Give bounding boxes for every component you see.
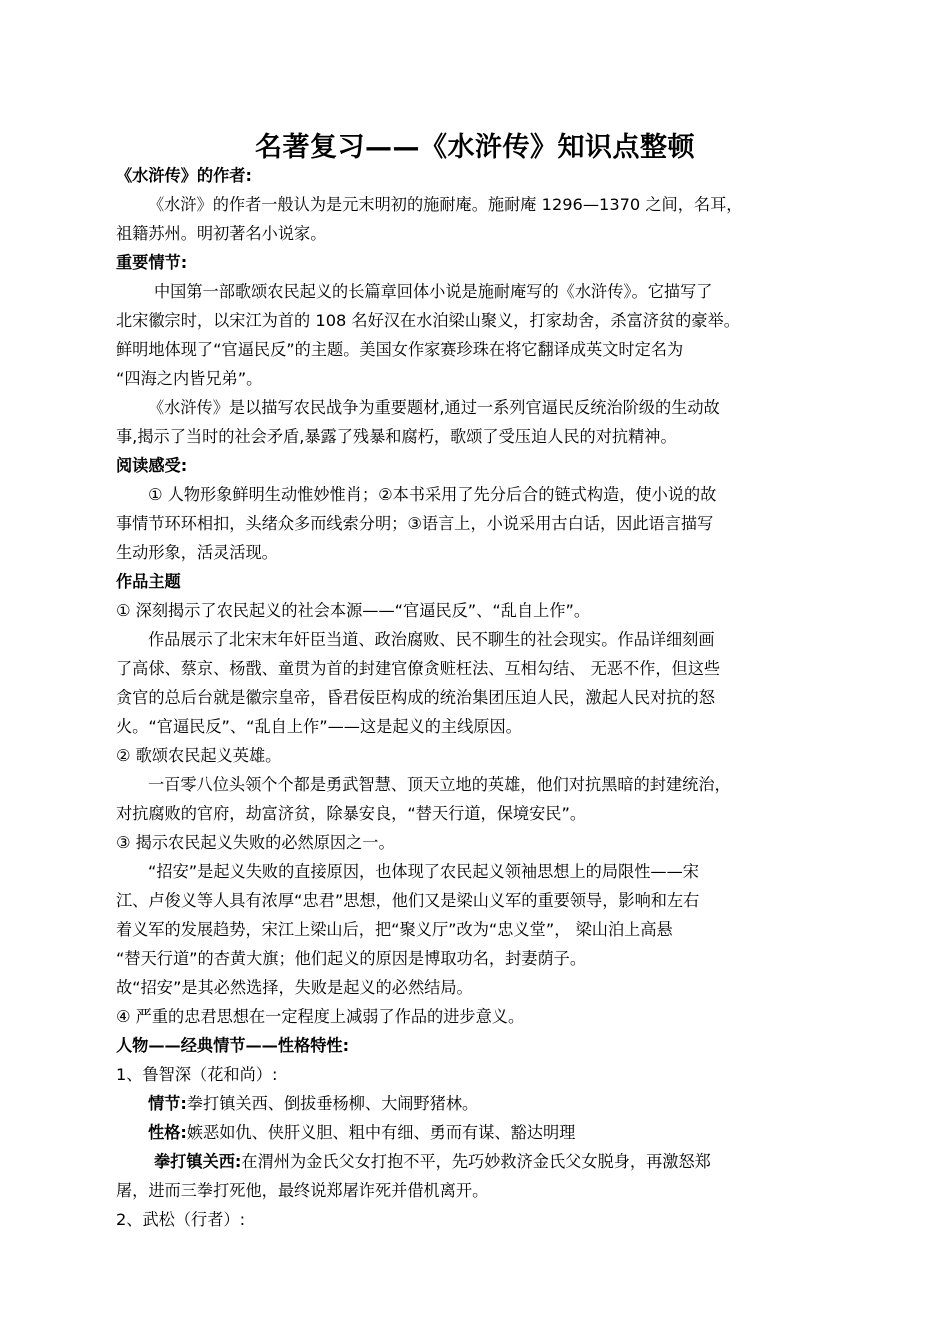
story-text: 在渭州为金氏父女打抱不平，先巧妙救济金氏父女脱身，再激怒郑 (241, 1152, 711, 1171)
paragraph-line: 生动形象，活灵活现。 (116, 543, 278, 562)
trait-label: 性格: (148, 1123, 187, 1142)
paragraph-line: 祖籍苏州。明初著名小说家。 (116, 224, 327, 243)
paragraph-line: 一百零八位头领个个都是勇武智慧、顶天立地的英雄，他们对抗黑暗的封建统治， (148, 775, 731, 794)
character-story (154, 1150, 862, 1174)
section-heading-author: 《水浒传》的作者: (116, 166, 252, 185)
character-trait (148, 1121, 856, 1145)
trait-text: 嫉恶如仇、侠肝义胆、粗中有细、勇而有谋、豁达明理 (186, 1123, 576, 1142)
paragraph-line: 了高俅、蔡京、杨戬、童贯为首的封建官僚贪赃枉法、互相勾结、 无恶不作，但这些 (116, 659, 721, 678)
paragraph-line: 《水浒》的作者一般认为是元末明初的施耐庵。施耐庵 1296—1370 之间，名耳， (148, 195, 743, 214)
paragraph-line: 《水浒传》是以描写农民战争为重要题材,通过一系列官逼民反统治阶级的生动故 (148, 398, 720, 417)
paragraph-line: 作品展示了北宋末年奸臣当道、政治腐败、民不聊生的社会现实。作品详细刻画 (148, 630, 715, 649)
character-name: 2、武松（行者）: (116, 1210, 246, 1229)
paragraph-line: “招安”是起义失败的直接原因，也体现了农民起义领袖思想上的局限性——宋 (148, 862, 699, 881)
paragraph-line: 着义军的发展趋势，宋江上梁山后，把“聚义厅”改为“忠义堂”， 梁山泊上高悬 (116, 920, 673, 939)
paragraph-line: ④ 严重的忠君思想在一定程度上减弱了作品的进步意义。 (116, 1007, 525, 1026)
paragraph-line: 对抗腐败的官府，劫富济贫，除暴安良，“替天行道，保境安民”。 (116, 804, 587, 823)
paragraph-line: 贪官的总后台就是徽宗皇帝，昏君佞臣构成的统治集团压迫人民，激起人民对抗的怒 (116, 688, 715, 707)
paragraph-line: 中国第一部歌颂农民起义的长篇章回体小说是施耐庵写的《水浒传》。它描写了 (154, 282, 713, 301)
section-heading-theme: 作品主题 (116, 572, 181, 591)
paragraph-line: “替天行道”的杏黄大旗；他们起义的原因是博取功名，封妻荫子。 (116, 949, 587, 968)
paragraph-line: 火。“官逼民反”、“乱自上作”——这是起义的主线原因。 (116, 717, 522, 736)
section-heading-plot: 重要情节: (116, 253, 188, 272)
paragraph-line: 事,揭示了当时的社会矛盾,暴露了残暴和腐朽，歌颂了受压迫人民的对抗精神。 (116, 427, 677, 446)
paragraph-line: ② 歌颂农民起义英雄。 (116, 746, 282, 765)
plot-text: 拳打镇关西、倒拔垂杨柳、大闹野猪林。 (186, 1094, 479, 1113)
plot-label: 情节: (148, 1094, 187, 1113)
paragraph-line: 屠，进而三拳打死他，最终说郑屠诈死并借机离开。 (116, 1181, 489, 1200)
paragraph-line: 故“招安”是其必然选择，失败是起义的必然结局。 (116, 978, 473, 997)
page-title: 名著复习——《水浒传》知识点整顿 (255, 132, 695, 163)
section-heading-reading: 阅读感受: (116, 456, 188, 475)
section-heading-characters: 人物——经典情节——性格特性: (116, 1036, 350, 1055)
paragraph-line: ① 人物形象鲜明生动惟妙惟肖；②本书采用了先分后合的链式构造，使小说的故 (148, 485, 717, 504)
character-plot (148, 1092, 856, 1116)
paragraph-line: 事情节环环相扣，头绪众多而线索分明；③语言上，小说采用古白话，因此语言描写 (116, 514, 714, 533)
paragraph-line: ③ 揭示农民起义失败的必然原因之一。 (116, 833, 395, 852)
paragraph-line: 鲜明地体现了“官逼民反”的主题。美国女作家赛珍珠在将它翻译成英文时定名为 (116, 340, 684, 359)
story-label: 拳打镇关西: (154, 1152, 242, 1171)
paragraph-line: “四海之内皆兄弟”。 (116, 369, 263, 388)
paragraph-line: 江、卢俊义等人具有浓厚“忠君”思想，他们又是梁山义军的重要领导，影响和左右 (116, 891, 700, 910)
character-name: 1、鲁智深（花和尚）: (116, 1065, 278, 1084)
paragraph-line: ① 深刻揭示了农民起义的社会本源——“官逼民反”、“乱自上作”。 (116, 601, 591, 620)
paragraph-line: 北宋徽宗时，以宋江为首的 108 名好汉在水泊梁山聚义，打家劫舍，杀富济贫的豪举。 (116, 311, 740, 330)
